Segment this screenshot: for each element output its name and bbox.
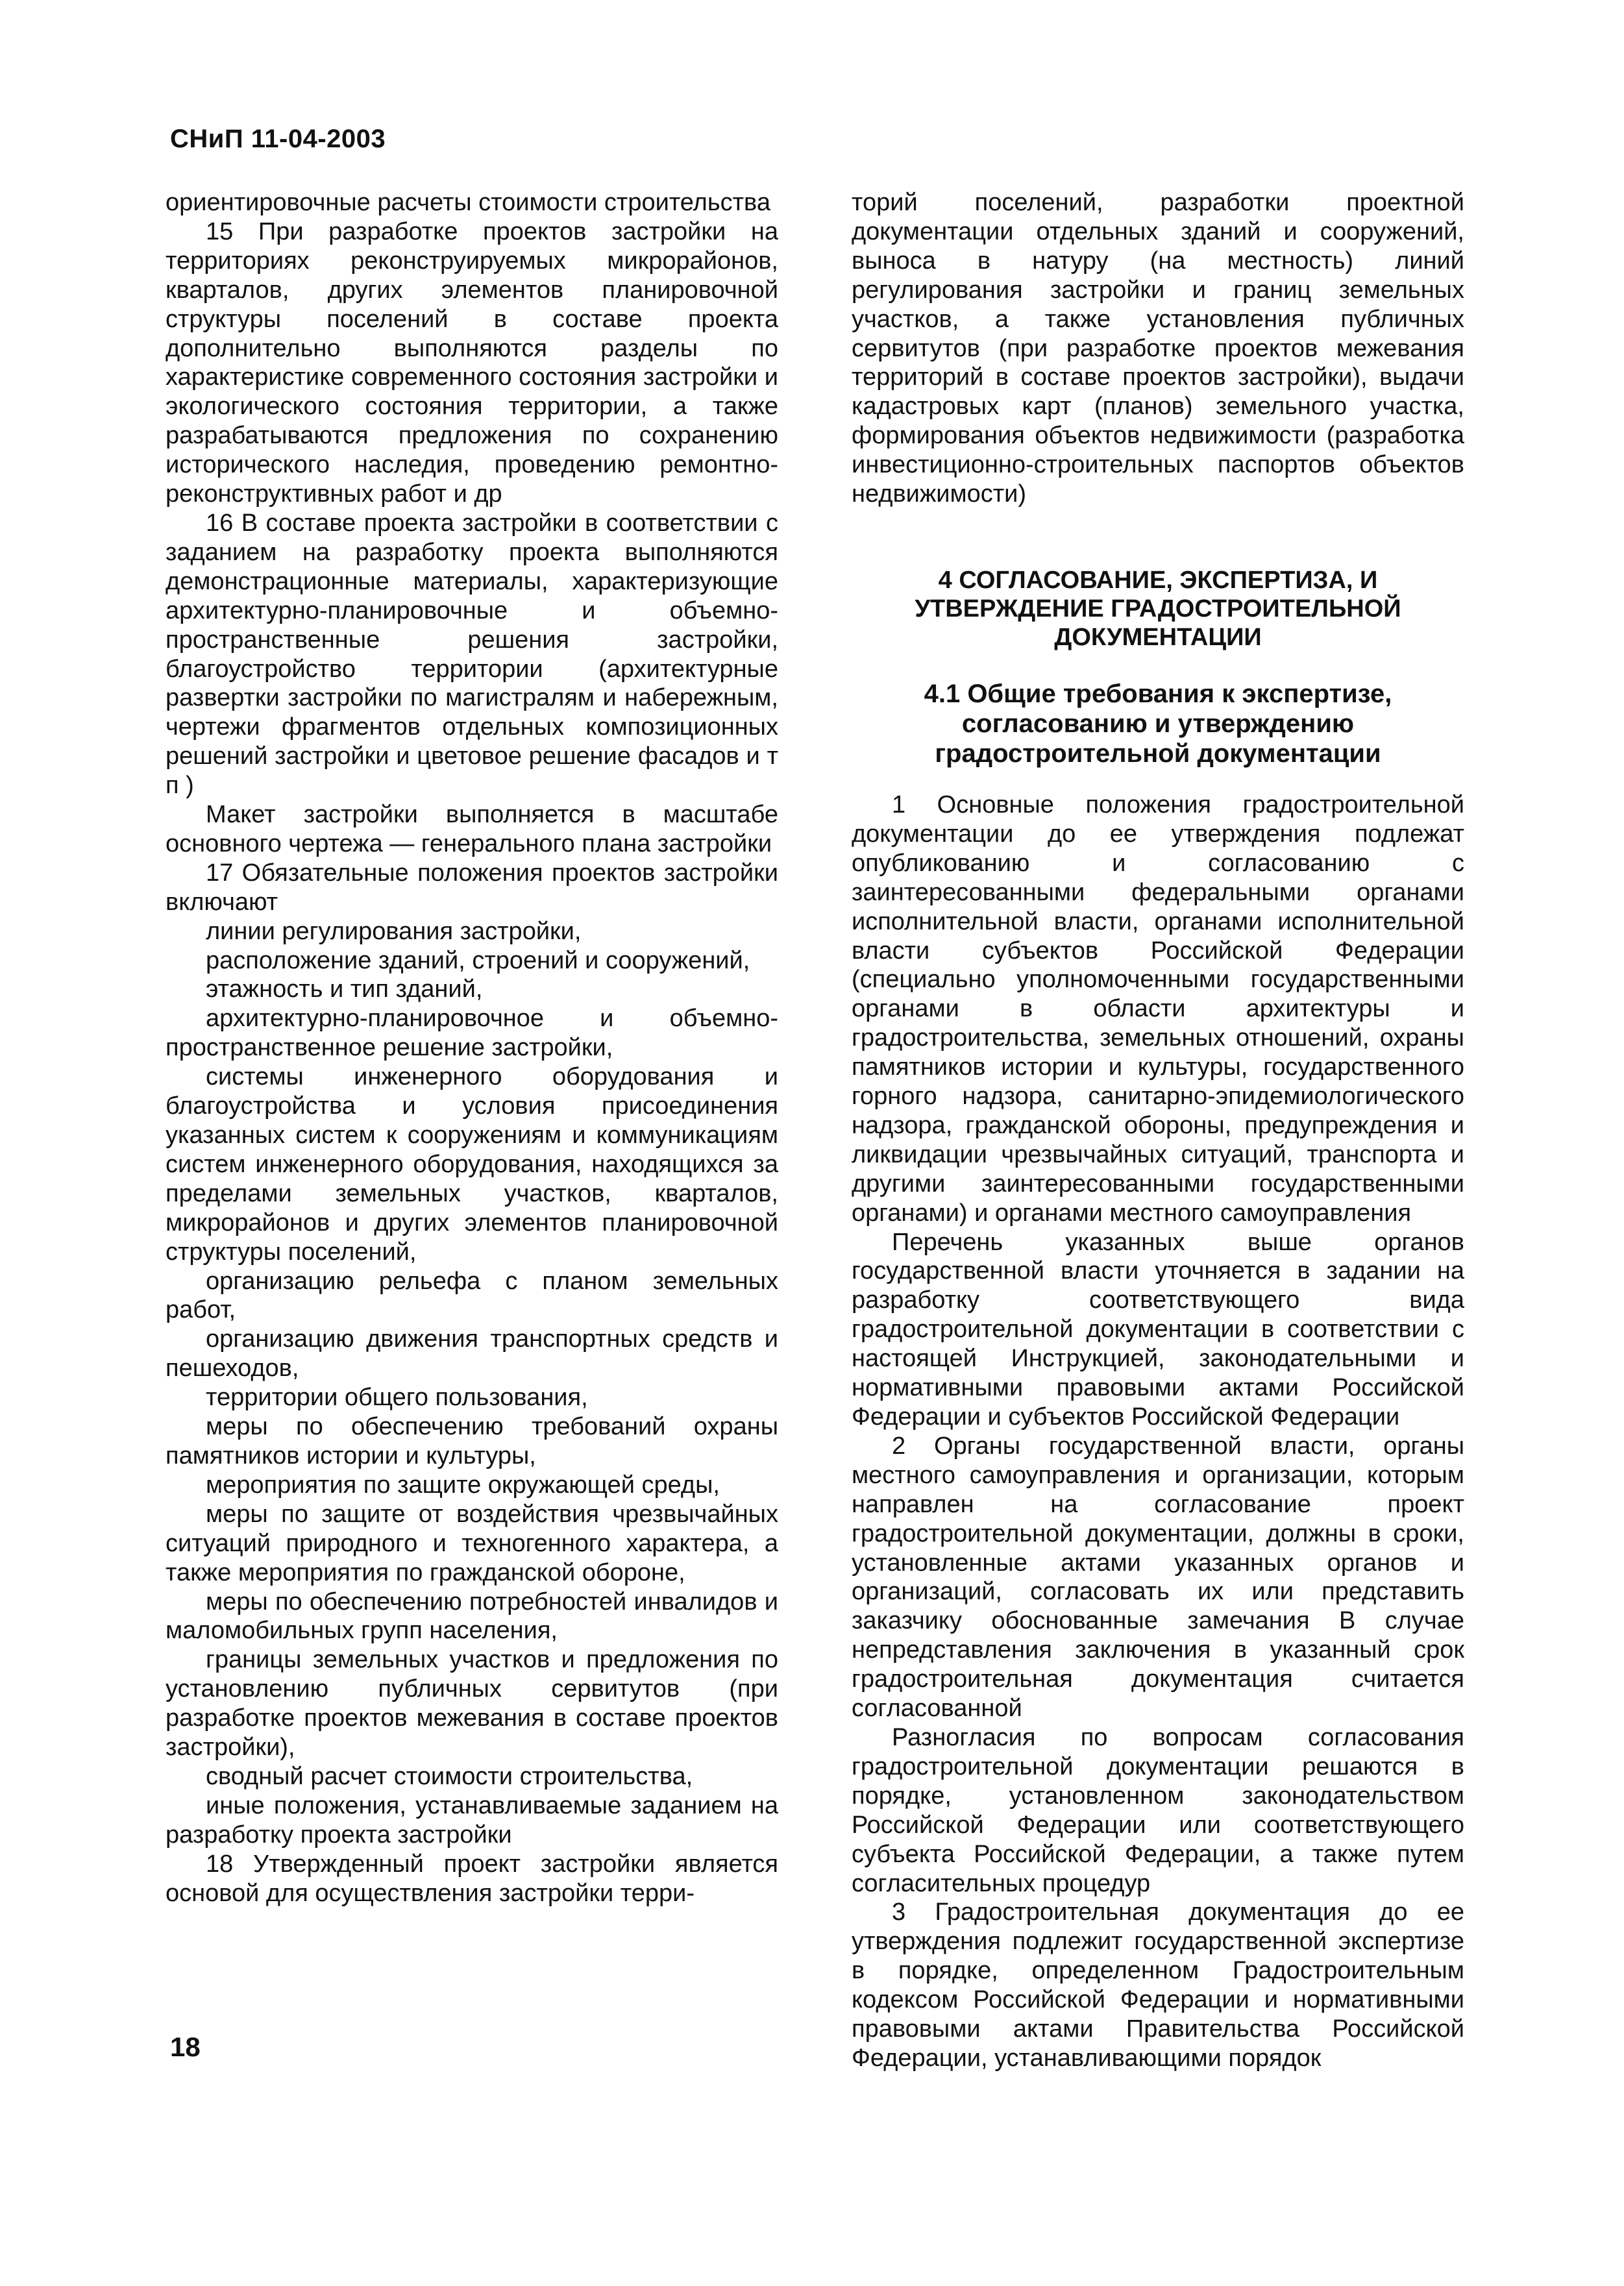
list-item: системы инженерного оборудования и благоустройства и условия присоединения указанных систем к сооружениям и коммуникациям систем инженерного оборудования, находящихся за пределами земельных участков, кварталов, микрорайонов и других элементов планировочной структуры поселений, — [166, 1063, 778, 1266]
list-item: меры по обеспечению требований охраны памятников истории и культуры, — [166, 1413, 778, 1469]
list-item: меры по защите от воздействия чрезвычайных ситуаций природного и техногенного характера, а также мероприятия по гражданской обороне, — [166, 1500, 778, 1586]
left-column — [166, 188, 778, 1908]
list-item: организацию рельефа с планом земельных работ, — [166, 1267, 778, 1324]
document-code-header: СНиП 11-04-2003 — [170, 125, 386, 153]
paragraph-16: 16 В составе проекта застройки в соответствии с заданием на разработку проекта выполняются демонстрационные материалы, характеризующие архитектурно-планировочные и объемно-пространственные решения застройки, благоустройство территории (архитектурные развертки застройки по магистралям и набережным, чертежи фрагментов отдельных композиционных решений застройки и цветовое решение фасадов и т п ) — [166, 509, 778, 800]
paragraph-model: Макет застройки выполняется в масштабе основного чертежа — генерального плана застройки — [166, 801, 778, 857]
list-item: сводный расчет стоимости строительства, — [206, 1762, 693, 1790]
list-item: архитектурно-планировочное и объемно-пространственное решение застройки, — [166, 1005, 778, 1062]
paragraph-4-1-3: 3 Градостроительная документация до ее утверждения подлежит государственной экспертизе в порядке, определенном Градостроительным кодексом Российской Федерации и нормативными правовыми актами Правительства Российской Федерации, устанавливающими порядок — [852, 1899, 1464, 2072]
list-item: границы земельных участков и предложения по установлению публичных сервитутов (при разработке проектов межевания в составе проектов застройки), — [166, 1646, 778, 1762]
paragraph-15: 15 При разработке проектов застройки на территориях реконструируемых микрорайонов, кварталов, других элементов планировочной структуры поселений в составе проекта дополнительно выполняются разделы по характеристике современного состояния застройки и экологического состояния территории, а также разрабатываются предложения по сохранению исторического наследия, проведению ремонтно-реконструктивных работ и др — [166, 217, 778, 508]
list-item: мероприятия по защите окружающей среды, — [206, 1471, 720, 1499]
paragraph-18: 18 Утвержденный проект застройки является основой для осуществления застройки терри- — [166, 1850, 778, 1907]
subsection-title: 4.1 Общие требования к экспертизе, согласованию и утверждению градостроительной документации — [924, 679, 1392, 768]
list-item: иные положения, устанавливаемые заданием на разработку проекта застройки — [166, 1791, 778, 1849]
list-item: меры по обеспечению потребностей инвалидов и маломобильных групп населения, — [166, 1588, 778, 1645]
paragraph-17: 17 Обязательные положения проектов застройки включают — [166, 859, 778, 916]
list-item: территории общего пользования, — [206, 1384, 588, 1412]
paragraph-continuation: ориентировочные расчеты стоимости строительства — [166, 189, 770, 216]
right-column — [852, 188, 1464, 2073]
paragraph-continuation-right: торий поселений, разработки проектной документации отдельных зданий и сооружений, выноса в натуру (на местность) линий регулирования застройки и границ земельных участков, а также установления публичных сервитутов (при разработке проектов межевания территорий в составе проектов застройки), выдачи кадастровых карт (планов) земельного участка, формирования объектов недвижимости (разработка инвестиционно-строительных паспортов объектов недвижимости) — [852, 189, 1464, 508]
paragraph-4-1-2-disputes: Разногласия по вопросам согласования градостроительной документации решаются в порядке, установленном законодательством Российской Федерации или соответствующего субъекта Российской Федерации, а также путем согласительных процедур — [852, 1723, 1464, 1897]
paragraph-4-1-2: 2 Органы государственной власти, органы местного самоуправления и организации, которым направлен на согласование проект градостроительной документации, должны в сроки, установленные актами указанных органов и организаций, согласовать их или представить заказчику обоснованные замечания В случае непредставления заключения в указанный срок градостроительная документация считается согласованной — [852, 1432, 1464, 1723]
list-item: этажность и тип зданий, — [206, 976, 483, 1003]
paragraph-4-1-1: 1 Основные положения градостроительной документации до ее утверждения подлежат опубликованию и согласованию с заинтересованными федеральными органами исполнительной власти, органами исполнительной власти субъектов Российской Федерации (специально уполномоченными государственными органами в области архитектуры и градостроительства, земельных отношений, охраны памятников истории и культуры, государственного горного надзора, санитарно-эпидемиологического надзора, гражданской обороны, предупреждения и ликвидации чрезвычайных ситуаций, транспорта и другими заинтересованными государственными органами) и органами местного самоуправления — [852, 791, 1464, 1227]
page-number: 18 — [170, 2032, 201, 2062]
list-item: линии регулирования застройки, — [206, 917, 582, 945]
section-title: 4 СОГЛАСОВАНИЕ, ЭКСПЕРТИЗА, И УТВЕРЖДЕНИЕ ГРАДОСТРОИТЕЛЬНОЙ ДОКУМЕНТАЦИИ — [915, 566, 1401, 651]
list-item: расположение зданий, строений и сооружений, — [206, 946, 750, 974]
paragraph-4-1-1-list: Перечень указанных выше органов государственной власти уточняется в задании на разработку соответствующего вида градостроительной документации в соответствии с настоящей Инструкцией, законодательными и нормативными правовыми актами Российской Федерации и субъектов Российской Федерации — [852, 1228, 1464, 1431]
list-item: организацию движения транспортных средств и пешеходов, — [166, 1325, 778, 1383]
